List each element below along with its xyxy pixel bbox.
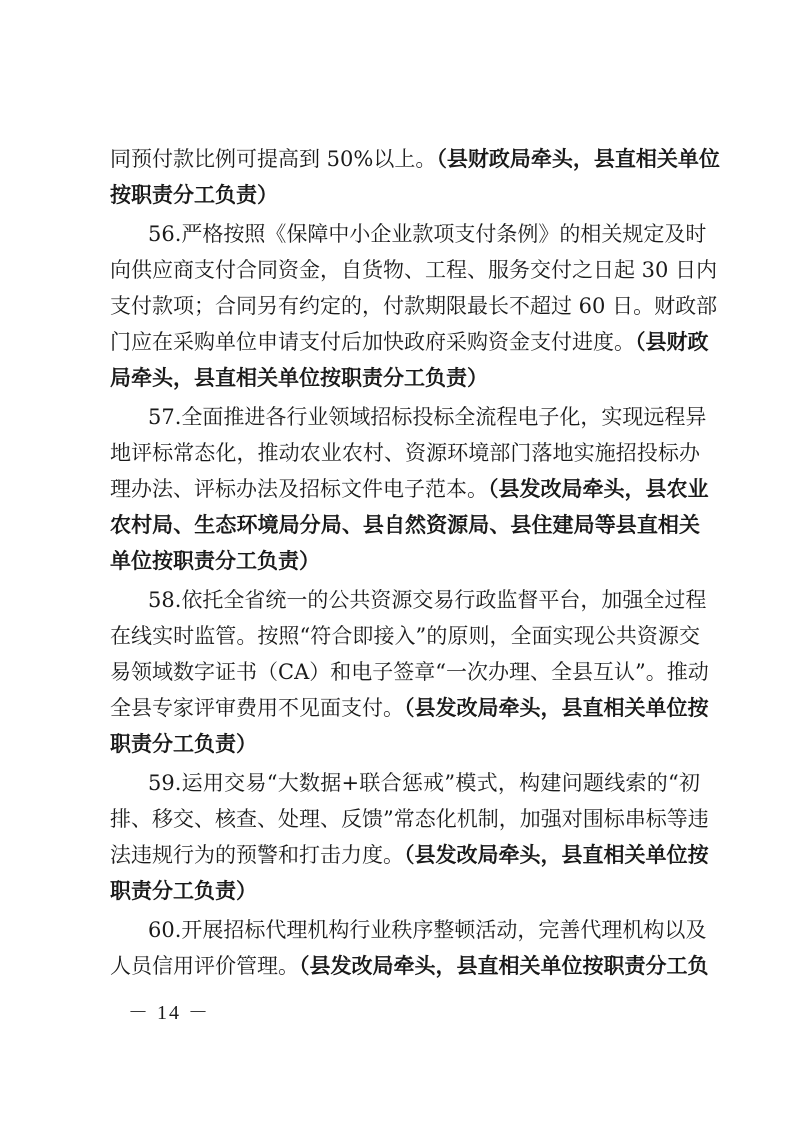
text-line: 58.依托全省统一的公共资源交易行政监督平台，加强全过程	[148, 588, 707, 612]
text-line: 向供应商支付合同资金，自货物、工程、服务交付之日起 30 日内	[110, 258, 718, 282]
text-line: 职责分工负责）	[110, 732, 257, 756]
text-line: 支付款项；合同另有约定的，付款期限最长不超过 60 日。财政部	[110, 294, 718, 318]
text-line: 地评标常态化，推动农业农村、资源环境部门落地实施招投标办	[110, 441, 700, 465]
text-line: 全县专家评审费用不见面支付。（县发改局牵头，县直相关单位按	[110, 696, 709, 720]
text-line: 单位按职责分工负责）	[110, 549, 320, 573]
text-line: 门应在采购单位申请支付后加快政府采购资金支付进度。（县财政	[110, 330, 709, 354]
text-line: 59.运用交易“大数据+联合惩戒”模式，构建问题线索的“初	[148, 771, 700, 795]
text-line: 易领域数字证书（CA）和电子签章“一次办理、全县互认”。推动	[110, 660, 709, 684]
text-line: 农村局、生态环境局分局、县自然资源局、县住建局等县直相关	[110, 513, 700, 537]
text-line: 56.严格按照《保障中小企业款项支付条例》的相关规定及时	[148, 222, 707, 246]
text-line: 同预付款比例可提高到 50%以上。（县财政局牵头，县直相关单位	[110, 147, 720, 171]
text-line: 理办法、评标办法及招标文件电子范本。（县发改局牵头，县农业	[110, 477, 709, 501]
text-line: 排、移交、核查、处理、反馈”常态化机制，加强对围标串标等违	[110, 807, 709, 831]
text-line: 57.全面推进各行业领域招标投标全流程电子化，实现远程异	[148, 405, 707, 429]
text-line: 职责分工负责）	[110, 879, 257, 903]
text-line: 60.开展招标代理机构行业秩序整顿活动，完善代理机构以及	[148, 918, 707, 942]
text-line: 人员信用评价管理。（县发改局牵头，县直相关单位按职责分工负	[110, 954, 709, 978]
text-line: 局牵头，县直相关单位按职责分工负责）	[110, 366, 488, 390]
page-number: － 14 －	[128, 1002, 210, 1024]
text-line: 法违规行为的预警和打击力度。（县发改局牵头，县直相关单位按	[110, 843, 709, 867]
text-line: 在线实时监管。按照“符合即接入”的原则，全面实现公共资源交	[110, 624, 700, 648]
text-line: 按职责分工负责）	[110, 183, 278, 207]
